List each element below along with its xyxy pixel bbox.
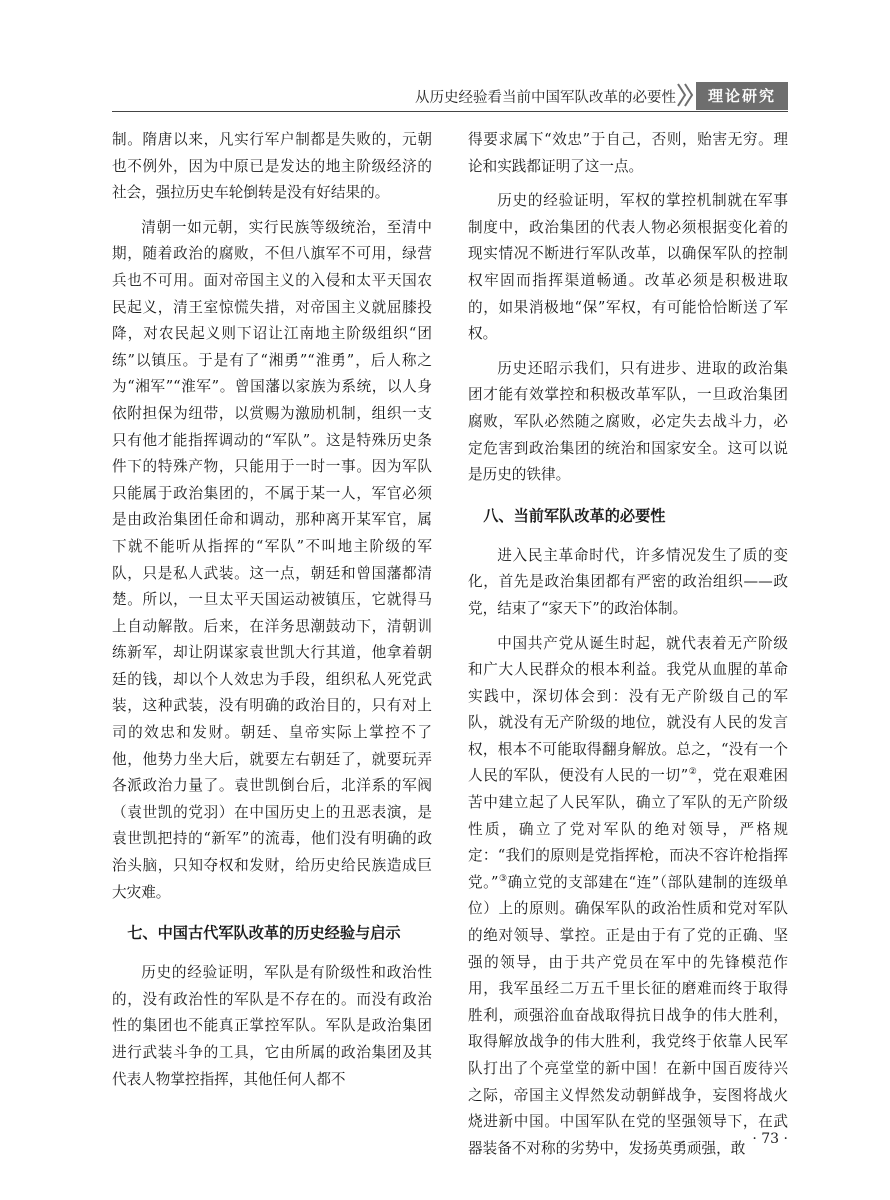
article-title: 从历史经验看当前中国军队改革的必要性 <box>415 90 676 106</box>
right-column <box>468 127 788 1170</box>
paragraph: 清朝一如元朝，实行民族等级统治，至清中期，随着政治的腐败，不但八旗军不可用，绿营兵也不可用。面对帝国主义的入侵和太平天国农民起义，清王室惊慌失措，对帝国主义就屈膝投降，对农民起义则下诏让江南地主阶级组织“团练”以镇压。于是有了“湘勇”“淮勇”，后人称之为“湘军”“淮军”。曾国藩以家族为系统，以人身依附担保为纽带，以赏赐为激励机制，组织一支只有他才能指挥调动的“军队”。这是特殊历史条件下的特殊产物，只能用于一时一事。因为军队只能属于政治集团的，不属于某一人，军官必须是由政治集团任命和调动，那种离开某军官，属下就不能听从指挥的“军队”不叫地主阶级的军队，只是私人武装。这一点，朝廷和曾国藩都清楚。所以，一旦太平天国运动被镇压，它就得马上自动解散。后来，在洋务思潮鼓动下，清朝训练新军，却让阴谋家袁世凯大行其道，他拿着朝廷的钱，却以个人效忠为手段，组织私人死党武装，这种武装，没有明确的政治目的，只有对上司的效忠和发财。朝廷、皇帝实际上掌控不了他，他势力坐大后，就要左右朝廷了，就要玩弄各派政治力量了。袁世凯倒台后，北洋系的军阀（袁世凯的党羽）在中国历史上的丑恶表演，是袁世凯把持的“新军”的流毒，他们没有明确的政治头脑，只知夺权和发财，给历史给民族造成巨大灾难。 <box>112 218 432 901</box>
left-column <box>112 127 432 1101</box>
footnote-marker: ③ <box>498 873 508 884</box>
paragraph: 进入民主革命时代，许多情况发生了质的变化，首先是政治集团都有严密的政治组织——政党，结束了“家天下”的政治体制。 <box>468 546 788 617</box>
paragraph: 历史的经验证明，军权的掌控机制就在军事制度中，政治集团的代表人物必须根据变化着的现实情况不断进行军队改革，以确保军队的控制权牢固而指挥渠道畅通。改革必须是积极进取的，如果消极地“保”军权，有可能恰恰断送了军权。 <box>468 192 788 343</box>
paragraph: 得要求属下“效忠”于自己，否则，贻害无穷。理论和实践都证明了这一点。 <box>468 131 788 175</box>
section-tag: 理论研究 <box>696 82 788 110</box>
text-run: 确立党的支部建在“连”（部队建制的连级单位）上的原则。确保军队的政治性质和党对军队的绝对领导、掌控。正是由于有了党的正确、坚强的领导，由于共产党员在军中的先锋模范作用，我军虽经二万五千里长征的磨难而终于取得胜利，顽强浴血奋战取得抗日战争的伟大胜利，取得解放战争的伟大胜利，我党终于依靠人民军队打出了个亮堂堂的新中国！在新中国百废待兴之际，帝国主义悍然发动朝鲜战争，妄图将战火烧进新中国。中国军队在党的坚强领导下，在武器装备不对称的劣势中，发扬英勇顽强，敢 <box>468 873 788 1157</box>
header-rule <box>112 111 788 112</box>
section-heading-7: 七、中国古代军队改革的历史经验与启示 <box>127 924 401 943</box>
text-run: 中国共产党从诞生时起，就代表着无产阶级和广大人民群众的根本利益。我党从血腥的革命实践中，深切体会到：没有无产阶级自己的军队，就没有无产阶级的地位，就没有人民的发言权，根本不可能取得翻身解放。总之，“没有一个人民的军队，便没有人民的一切” <box>468 634 788 785</box>
paragraph <box>468 631 788 1163</box>
paragraph: 历史还昭示我们，只有进步、进取的政治集团才能有效掌控和积极改革军队，一旦政治集团腐败，军队必然随之腐败，必定失去战斗力，必定危害到政治集团的统治和国家安全。这可以说是历史的铁律。 <box>468 359 788 484</box>
double-chevron-icon <box>676 82 696 108</box>
text-run: ，党在艰难困苦中建立起了人民军队，确立了军队的无产阶级性质，确立了党对军队的绝对领导，严格规定：“我们的原则是党指挥枪，而决不容许枪指挥党。” <box>468 767 788 891</box>
paragraph: 历史的经验证明，军队是有阶级性和政治性的，没有政治性的军队是不存在的。而没有政治性的集团也不能真正掌控军队。军队是政治集团进行武装斗争的工具，它由所属的政治集团及其代表人物掌控指挥，其他任何人都不 <box>112 964 432 1088</box>
running-header <box>112 80 788 112</box>
page-number: · 73 · <box>752 1131 788 1147</box>
footnote-marker: ② <box>688 767 698 778</box>
section-heading-8: 八、当前军队改革的必要性 <box>483 506 666 525</box>
paragraph: 制。隋唐以来，凡实行军户制都是失败的，元朝也不例外，因为中原已是发达的地主阶级经济的社会，强拉历史车轮倒转是没有好结果的。 <box>112 131 432 202</box>
